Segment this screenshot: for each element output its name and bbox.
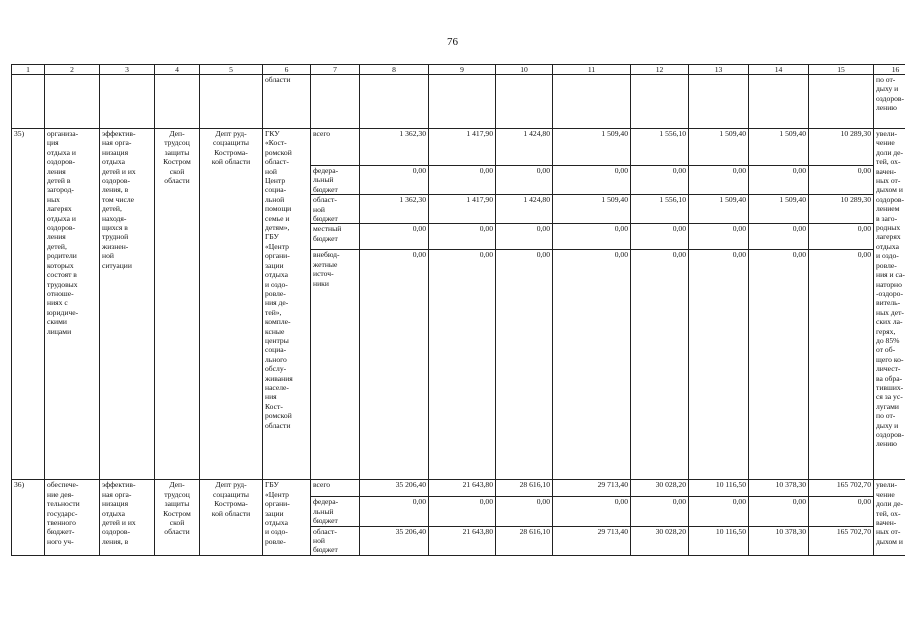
funding-value: 165 702,70 xyxy=(809,480,874,497)
funding-value: 30 028,20 xyxy=(631,526,689,555)
funding-value: 28 616,10 xyxy=(496,480,553,497)
funding-source: всего xyxy=(311,129,360,166)
column-number-7: 7 xyxy=(311,65,360,75)
column-number-12: 12 xyxy=(631,65,689,75)
funding-value: 0,00 xyxy=(749,497,809,526)
funding-value: 0,00 xyxy=(496,250,553,480)
activity-name: организа- ция отдыха и оздоров- ления детей в загород- ных лагерях отдыха и оздоров- ления детей, родители которых состоят в трудовых отноше- ниях с юридиче- скими лицами xyxy=(45,129,100,480)
funding-value: 29 713,40 xyxy=(553,480,631,497)
target-indicator: увели- чение доли де- тей, ох- вачен- ных от- дыхом и оздоров- лением в заго- родных лагерях отдыха и оздо- ровле- ния и са- наторно -оздоро- витель- ных дет- ских ла- герях, до 85% от об- щего ко- личест- ва обра- тивших- ся за ус- лугами по от- дыху и оздоров- лению xyxy=(874,129,905,480)
funding-value: 1 509,40 xyxy=(553,195,631,224)
program-table xyxy=(11,64,905,556)
funding-value: 1 556,10 xyxy=(631,129,689,166)
funding-value: 10 378,30 xyxy=(749,480,809,497)
funding-value: 1 424,80 xyxy=(496,129,553,166)
funding-value: 0,00 xyxy=(809,250,874,480)
funding-value: 1 556,10 xyxy=(631,195,689,224)
funding-value: 0,00 xyxy=(631,166,689,195)
funding-value: 0,00 xyxy=(496,224,553,250)
funding-value: 0,00 xyxy=(360,224,429,250)
column-number-15: 15 xyxy=(809,65,874,75)
column-number-6: 6 xyxy=(263,65,311,75)
column-number-9: 9 xyxy=(429,65,496,75)
funding-value: 0,00 xyxy=(689,224,749,250)
co-executor: Депт руд- соцзащиты Кострома- кой области xyxy=(200,480,263,555)
activity-goal: эффектив- ная орга- низация отдыха детей и их оздоров- ления, в том числе детей, находя- щихся в трудной жизнен- ной ситуации xyxy=(100,129,155,480)
item-number: 35) xyxy=(12,129,45,480)
column-number-5: 5 xyxy=(200,65,263,75)
funding-value: 10 289,30 xyxy=(809,129,874,166)
funding-value: 0,00 xyxy=(429,166,496,195)
funding-value: 0,00 xyxy=(689,497,749,526)
funding-value: 1 417,90 xyxy=(429,195,496,224)
funding-value: 0,00 xyxy=(631,224,689,250)
funding-value: 0,00 xyxy=(689,166,749,195)
funding-row xyxy=(12,129,905,166)
funding-value: 1 509,40 xyxy=(689,129,749,166)
funding-value: 1 509,40 xyxy=(749,129,809,166)
funding-value: 1 509,40 xyxy=(689,195,749,224)
funding-value: 0,00 xyxy=(360,497,429,526)
funding-value: 0,00 xyxy=(553,224,631,250)
responsible-dept: Деп- трудсоц защиты Костром ской области xyxy=(155,480,200,555)
continuation-row xyxy=(12,75,905,129)
target-indicator: увели- чение доли де- тей, ох- вачен- ных от- дыхом и xyxy=(874,480,905,555)
funding-source: местный бюджет xyxy=(311,224,360,250)
funding-value: 1 362,30 xyxy=(360,195,429,224)
funding-value: 0,00 xyxy=(429,497,496,526)
item-number: 36) xyxy=(12,480,45,555)
funding-value: 0,00 xyxy=(689,250,749,480)
funding-value: 28 616,10 xyxy=(496,526,553,555)
funding-value: 165 702,70 xyxy=(809,526,874,555)
funding-value: 0,00 xyxy=(429,250,496,480)
funding-value: 10 378,30 xyxy=(749,526,809,555)
funding-value: 21 643,80 xyxy=(429,480,496,497)
carry-org-cell: области xyxy=(263,75,311,129)
funding-value: 0,00 xyxy=(809,166,874,195)
executing-organizations: ГБУ «Центр органи- зации отдыха и оздо- ровле- xyxy=(263,480,311,555)
funding-value: 10 289,30 xyxy=(809,195,874,224)
funding-value: 0,00 xyxy=(809,224,874,250)
funding-source: федера- льный бюджет xyxy=(311,166,360,195)
carry-indicator-cell: по от- дыху и оздоров- лению xyxy=(874,75,905,129)
funding-value: 30 028,20 xyxy=(631,480,689,497)
funding-source: област- ной бюджет xyxy=(311,526,360,555)
funding-value: 0,00 xyxy=(429,224,496,250)
page-number: 76 xyxy=(447,36,458,48)
funding-value: 1 509,40 xyxy=(749,195,809,224)
column-number-16: 16 xyxy=(874,65,905,75)
funding-value: 1 362,30 xyxy=(360,129,429,166)
co-executor: Депт руд- соцзащиты Кострома- кой области xyxy=(200,129,263,480)
funding-value: 0,00 xyxy=(553,166,631,195)
funding-source: внебюд- жетные источ- ники xyxy=(311,250,360,480)
activity-name: обеспече- ние дея- тельности государс- твенного бюджет- ного уч- xyxy=(45,480,100,555)
column-number-8: 8 xyxy=(360,65,429,75)
column-number-14: 14 xyxy=(749,65,809,75)
funding-value: 21 643,80 xyxy=(429,526,496,555)
funding-value: 0,00 xyxy=(496,497,553,526)
column-number-4: 4 xyxy=(155,65,200,75)
column-number-2: 2 xyxy=(45,65,100,75)
column-number-row xyxy=(12,65,905,75)
funding-value: 0,00 xyxy=(553,250,631,480)
funding-source: всего xyxy=(311,480,360,497)
column-number-3: 3 xyxy=(100,65,155,75)
activity-goal: эффектив- ная орга- низация отдыха детей и их оздоров- ления, в xyxy=(100,480,155,555)
column-number-10: 10 xyxy=(496,65,553,75)
funding-value: 0,00 xyxy=(809,497,874,526)
funding-value: 0,00 xyxy=(749,250,809,480)
funding-value: 29 713,40 xyxy=(553,526,631,555)
funding-value: 0,00 xyxy=(631,250,689,480)
funding-source: федера- льный бюджет xyxy=(311,497,360,526)
funding-value: 0,00 xyxy=(360,166,429,195)
funding-value: 35 206,40 xyxy=(360,480,429,497)
column-number-1: 1 xyxy=(12,65,45,75)
funding-source: област- ной бюджет xyxy=(311,195,360,224)
funding-value: 1 509,40 xyxy=(553,129,631,166)
funding-value: 1 424,80 xyxy=(496,195,553,224)
funding-value: 0,00 xyxy=(496,166,553,195)
column-number-11: 11 xyxy=(553,65,631,75)
funding-value: 10 116,50 xyxy=(689,480,749,497)
funding-value: 1 417,90 xyxy=(429,129,496,166)
funding-value: 0,00 xyxy=(749,224,809,250)
funding-value: 0,00 xyxy=(631,497,689,526)
executing-organizations: ГКУ «Кост- ромской област- ной Центр социа- льной помощи семье и детям», ГБУ «Центр органи- зации отдыха и оздо- ровле- ния де- тей», компле- ксные центры социа- льного обслу- живания населе- ния Кост- ромской области xyxy=(263,129,311,480)
funding-value: 0,00 xyxy=(749,166,809,195)
funding-value: 35 206,40 xyxy=(360,526,429,555)
column-number-13: 13 xyxy=(689,65,749,75)
funding-value: 0,00 xyxy=(360,250,429,480)
funding-row xyxy=(12,480,905,497)
funding-value: 0,00 xyxy=(553,497,631,526)
funding-value: 10 116,50 xyxy=(689,526,749,555)
responsible-dept: Деп- трудсоц защиты Костром ской области xyxy=(155,129,200,480)
